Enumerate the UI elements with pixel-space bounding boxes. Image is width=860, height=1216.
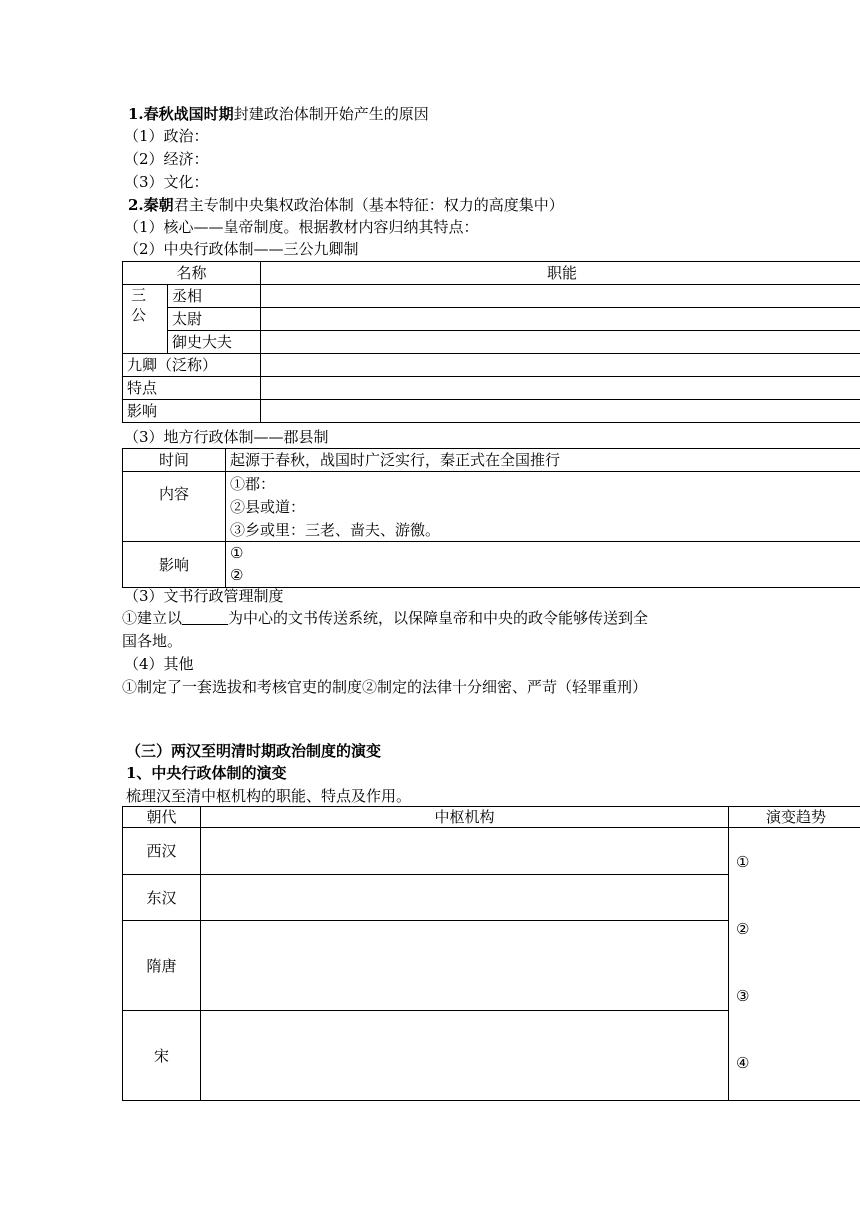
cell-yushidafu-func [261, 331, 860, 354]
other-title: （4）其他 [124, 655, 194, 673]
evo-head-dynasty: 朝代 [123, 807, 201, 828]
section2-number: 2. [128, 196, 144, 214]
content-line-xiang: ③乡或里：三老、啬夫、游徼。 [230, 521, 441, 539]
document-admin-line2: 国各地。 [122, 632, 183, 650]
cell-impact-value [261, 400, 860, 423]
row-chengxiang: 丞相 [168, 285, 261, 308]
org-suitang [201, 921, 729, 1011]
dynasty-suitang: 隋唐 [123, 921, 201, 1011]
section1-bold-title: 春秋战国时期 [143, 105, 234, 123]
trend-mark-1: ① [736, 853, 750, 871]
local-impact-label: 影响 [123, 542, 226, 588]
org-song [201, 1011, 729, 1101]
cell-chengxiang-func [261, 285, 860, 308]
section2-title-rest: 君主专制中央集权政治体制（基本特征：权力的高度集中） [173, 196, 564, 214]
section1-number: 1. [128, 105, 144, 123]
section2-heading [128, 194, 564, 216]
row-impact: 影响 [123, 400, 261, 423]
local-content-cell [226, 472, 860, 542]
trend-cell [729, 828, 860, 1101]
document-admin-title: （3）文书行政管理制度 [124, 587, 284, 605]
central-admin-table [122, 261, 860, 423]
local-time-value: 起源于春秋，战国时广泛实行，秦正式在全国推行 [226, 449, 860, 472]
local-time-label: 时间 [123, 449, 226, 472]
cell-taiwei-func [261, 308, 860, 331]
sangong-cell: 三公 [123, 285, 168, 354]
trend-mark-3: ③ [736, 987, 750, 1005]
row-yushidafu: 御史大夫 [168, 331, 261, 354]
section1-title-rest: 封建政治体制开始产生的原因 [233, 105, 429, 123]
content-line-jun: ①郡： [230, 475, 276, 493]
local-admin-title: （3）地方行政体制——郡县制 [124, 428, 329, 446]
impact-line-1: ① [230, 544, 244, 562]
section1-item-politics: （1）政治： [124, 127, 209, 145]
fill-blank [182, 610, 228, 625]
table-head-name: 名称 [123, 262, 261, 285]
other-line: ①制定了一套选拔和考核官吏的制度②制定的法律十分细密、严苛（轻罪重刑） [122, 678, 648, 696]
dynasty-donghan: 东汉 [123, 875, 201, 921]
local-impact-cell [226, 542, 860, 588]
dynasty-song: 宋 [123, 1011, 201, 1101]
impact-line-2: ② [230, 566, 244, 584]
document-line1-start: ①建立以 [122, 609, 183, 627]
table-head-function: 职能 [261, 262, 860, 285]
document-line1-end: 为中心的文书传送系统，以保障皇帝和中央的政令能够传送到全 [228, 609, 649, 627]
local-content-label: 内容 [123, 472, 226, 542]
evo-head-trend: 演变趋势 [729, 807, 860, 828]
local-admin-table [122, 448, 860, 588]
row-taiwei: 太尉 [168, 308, 261, 331]
cell-features-value [261, 377, 860, 400]
central-evolution-table [122, 806, 860, 1101]
row-jiuqing: 九卿（泛称） [123, 354, 261, 377]
section1-item-culture: （3）文化： [124, 173, 209, 191]
section1-item-economy: （2）经济： [124, 150, 209, 168]
trend-mark-4: ④ [736, 1054, 750, 1072]
evo-head-org: 中枢机构 [201, 807, 729, 828]
cell-jiuqing-func [261, 354, 860, 377]
section2-bold-title: 秦朝 [143, 196, 174, 214]
dynasty-xihan: 西汉 [123, 828, 201, 875]
section1-heading [128, 103, 429, 125]
document-admin-line1 [122, 607, 648, 629]
section3-subtitle: 1、中央行政体制的演变 [126, 764, 287, 782]
row-features: 特点 [123, 377, 261, 400]
section3-title: （三）两汉至明清时期政治制度的演变 [126, 742, 382, 760]
trend-mark-2: ② [736, 920, 750, 938]
content-line-xian: ②县或道： [230, 498, 306, 516]
section3-intro: 梳理汉至清中枢机构的职能、特点及作用。 [126, 787, 412, 805]
central-admin-title: （2）中央行政体制——三公九卿制 [124, 240, 359, 258]
section2-core-line: （1）核心——皇帝制度。根据教材内容归纳其特点： [124, 218, 479, 236]
org-donghan [201, 875, 729, 921]
org-xihan [201, 828, 729, 875]
